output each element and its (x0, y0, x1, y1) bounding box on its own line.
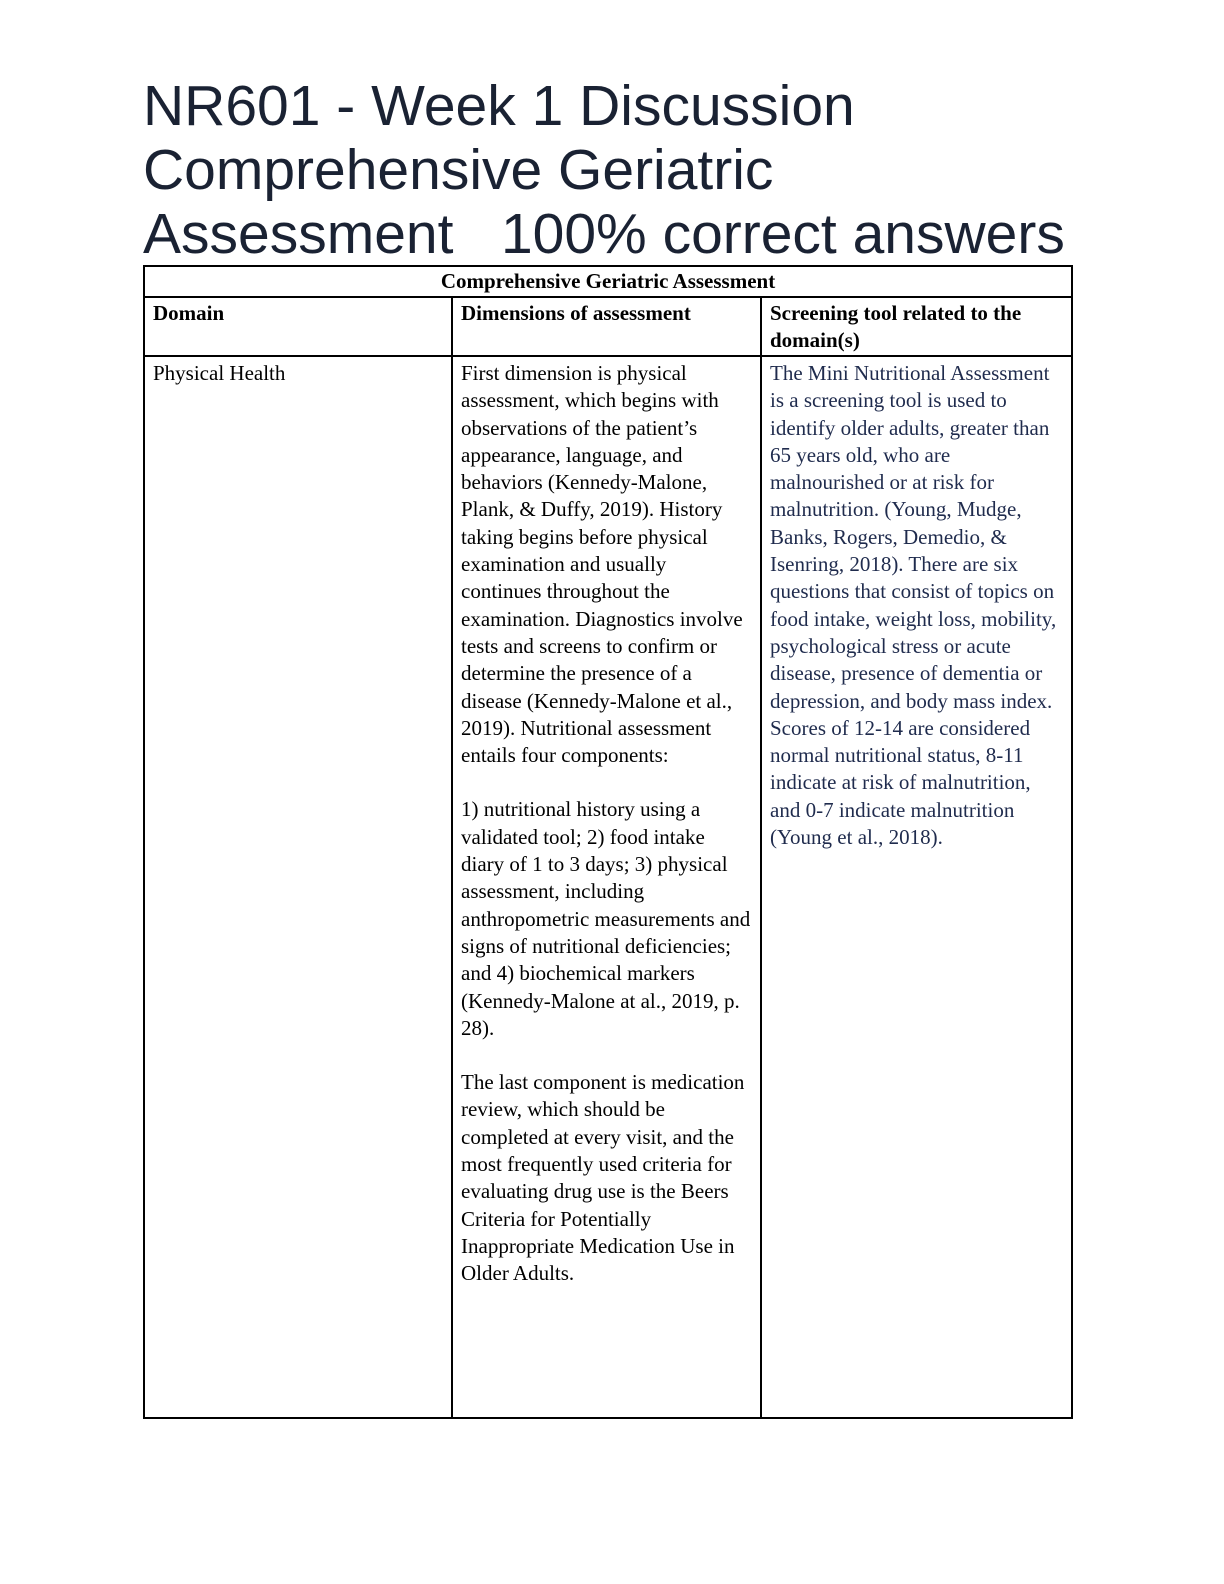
table-row (144, 356, 1072, 1418)
table-caption-row (144, 266, 1072, 297)
page-title (143, 74, 1143, 266)
column-header-domain: Domain (144, 297, 452, 356)
table-caption: Comprehensive Geriatric Assessment (144, 266, 1072, 297)
column-header-screening-tool: Screening tool related to the domain(s) (761, 297, 1072, 356)
table-header-row (144, 297, 1072, 356)
column-header-dimensions: Dimensions of assessment (452, 297, 761, 356)
dimensions-paragraph: 1) nutritional history using a validated tool; 2) food intake diary of 1 to 3 days; 3) physical assessment, including anthropometric measurements and signs of nutritional deficiencies; and 4) biochemical markers (Kennedy-Malone at al., 2019, p. 28). (461, 797, 751, 1040)
screening-tool-cell (761, 356, 1072, 1418)
assessment-table (143, 265, 1073, 1419)
dimensions-paragraph: The last component is medication review, which should be completed at every visit, and the most frequently used criteria for evaluating drug use is the Beers Criteria for Potentially Inappropriate Medication Use in Older Adults. (461, 1070, 745, 1286)
dimensions-cell (452, 356, 761, 1418)
domain-cell (144, 356, 452, 1418)
screening-tool-text: The Mini Nutritional Assessment is a screening tool is used to identify older adults, greater than 65 years old, who are malnourished or at risk for malnutrition. (Young, Mudge, Banks, Rogers, Demedio, & Isenring, 2018). There are six questions that consist of topics on food intake, weight loss, mobility, psychological stress or acute disease, presence of dementia or depression, and body mass index. Scores of 12-14 are considered normal nutritional status, 8-11 indicate at risk of malnutrition, and 0-7 indicate malnutrition (Young et al., 2018). (770, 361, 1057, 850)
page-title-line: Comprehensive Geriatric (143, 138, 774, 202)
page-title-line: Assessment 100% correct answers (143, 202, 1065, 266)
page-title-line: NR601 - Week 1 Discussion (143, 74, 855, 138)
dimensions-paragraph: First dimension is physical assessment, which begins with observations of the patient’s appearance, language, and behaviors (Kennedy-Malone, Plank, & Duffy, 2019). History taking begins before physical examination and usually continues throughout the examination. Diagnostics involve tests and screens to confirm or determine the presence of a disease (Kennedy-Malone et al., 2019). Nutritional assessment entails four components: (461, 361, 743, 768)
domain-text: Physical Health (153, 361, 286, 385)
